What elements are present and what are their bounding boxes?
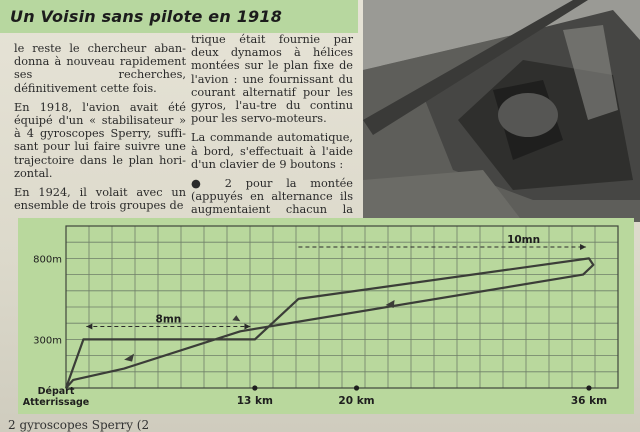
flight-profile-svg	[18, 218, 634, 414]
paragraph: En 1918, l'avion avait été équipé d'un « stabilisateur » à 4 gyroscopes Sperry, suffi-sant pour lui faire suivre une trajectoire dans le plan hori-zontal.	[14, 100, 186, 180]
arrow-head	[244, 323, 250, 329]
continued-text: 2 gyroscopes Sperry (2	[8, 418, 150, 432]
paragraph: La commande automatique, à bord, s'effectuait à l'aide d'un clavier de 9 boutons :	[191, 131, 353, 171]
cockpit-photo-illustration	[363, 0, 640, 222]
paragraph: En 1924, il volait avec un ensemble de trois groupes de	[14, 186, 186, 213]
text-column-1	[14, 42, 186, 218]
flight-profile-chart	[18, 218, 634, 414]
direction-arrow	[124, 354, 134, 362]
y-tick-label: 800m	[33, 254, 62, 266]
text-column-2	[191, 33, 353, 236]
direction-arrow	[232, 315, 240, 321]
cockpit-photo	[363, 0, 640, 222]
x-tick-label: 13 km	[236, 395, 273, 407]
x-tick-dot	[252, 385, 257, 390]
chart-grid	[66, 226, 618, 388]
arrow-head	[580, 244, 586, 250]
origin-label: Atterrissage	[22, 397, 90, 408]
origin-label: Départ	[37, 386, 75, 397]
duration-label: 10mn	[507, 234, 541, 247]
x-tick-label: 20 km	[338, 395, 375, 407]
title-band	[0, 0, 358, 33]
paragraph: trique était fournie par deux dynamos à hélices montées sur le plan fixe de l'avion : une fournissant du courant alternatif pour les gyros, l'au-tre du continu pour les servo-moteurs.	[191, 33, 353, 126]
article-title: Un Voisin sans pilote en 1918	[10, 7, 283, 26]
chart-labels	[23, 234, 607, 408]
x-tick-label: 36 km	[570, 395, 608, 407]
paragraph: le reste le chercheur aban-donna à nouveau rapidement ses recherches, définitivement cette fois.	[14, 42, 186, 95]
x-tick-dot	[586, 385, 591, 390]
duration-label: 8mn	[155, 313, 182, 326]
x-tick-dot	[354, 385, 359, 390]
paragraph: ● 2 pour la montée (appuyés en alternance ils augmentaient chacun la	[191, 177, 353, 217]
y-tick-label: 300m	[33, 335, 62, 347]
